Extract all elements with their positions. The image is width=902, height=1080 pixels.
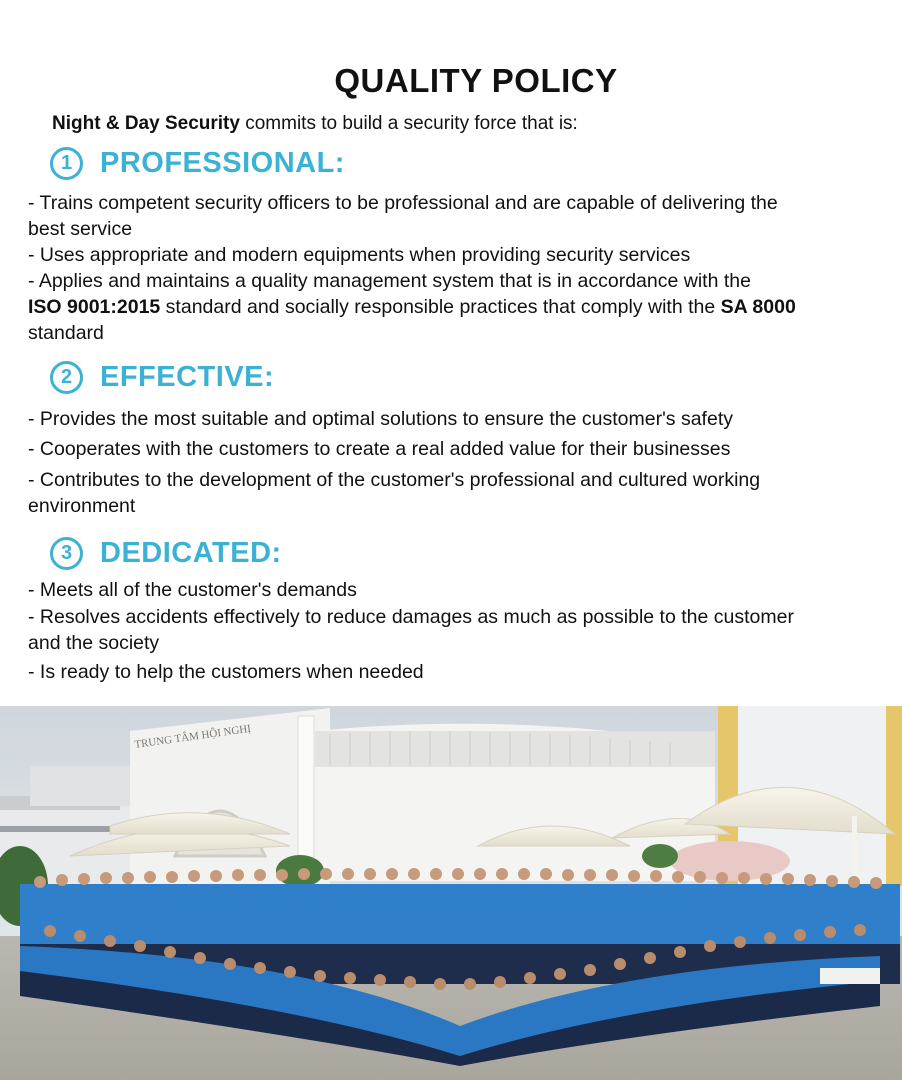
list-item: - Is ready to help the customers when needed bbox=[28, 661, 424, 683]
section-heading-effective bbox=[50, 361, 274, 394]
list-item-iso bbox=[28, 294, 868, 320]
list-item: environment bbox=[28, 495, 136, 517]
number-badge: 1 bbox=[50, 147, 83, 180]
sa-standard: SA 8000 bbox=[720, 296, 796, 318]
list-item: - Provides the most suitable and optimal solutions to ensure the customer's safety bbox=[28, 408, 733, 430]
building-sign: TRUNG TÂM HỘI NGHỊ bbox=[133, 722, 252, 751]
heading-text: DEDICATED: bbox=[100, 537, 282, 569]
heading-text: EFFECTIVE: bbox=[100, 361, 275, 393]
company-name: Night & Day Security bbox=[52, 113, 240, 134]
list-item: - Meets all of the customer's demands bbox=[28, 579, 357, 601]
list-item: - Cooperates with the customers to create a real added value for their businesses bbox=[28, 438, 731, 460]
list-item: standard bbox=[28, 322, 104, 344]
iso-standard: ISO 9001:2015 bbox=[28, 296, 161, 318]
section-heading-professional bbox=[50, 147, 345, 180]
list-item: - Contributes to the development of the customer's professional and cultured working bbox=[28, 469, 761, 491]
intro-rest: commits to build a security force that is: bbox=[239, 113, 578, 134]
list-item: - Applies and maintains a quality management system that is in accordance with the bbox=[28, 270, 751, 292]
intro-text bbox=[52, 113, 578, 135]
heading-text: PROFESSIONAL: bbox=[100, 147, 345, 179]
group-photo bbox=[0, 706, 902, 1080]
list-item: - Uses appropriate and modern equipments when providing security services bbox=[28, 244, 691, 266]
list-item: best service bbox=[28, 218, 133, 240]
number-badge: 2 bbox=[50, 361, 83, 394]
list-item: - Resolves accidents effectively to reduce damages as much as possible to the customer bbox=[28, 606, 794, 628]
list-item: and the society bbox=[28, 632, 160, 654]
page-title: QUALITY POLICY bbox=[334, 62, 618, 99]
section-heading-dedicated bbox=[50, 537, 282, 570]
number-badge: 3 bbox=[50, 537, 83, 570]
iso-middle-text: standard and socially responsible practices that comply with the bbox=[160, 296, 721, 318]
group-photo-illustration bbox=[0, 706, 902, 1080]
list-item: - Trains competent security officers to be professional and are capable of delivering the bbox=[28, 192, 778, 214]
